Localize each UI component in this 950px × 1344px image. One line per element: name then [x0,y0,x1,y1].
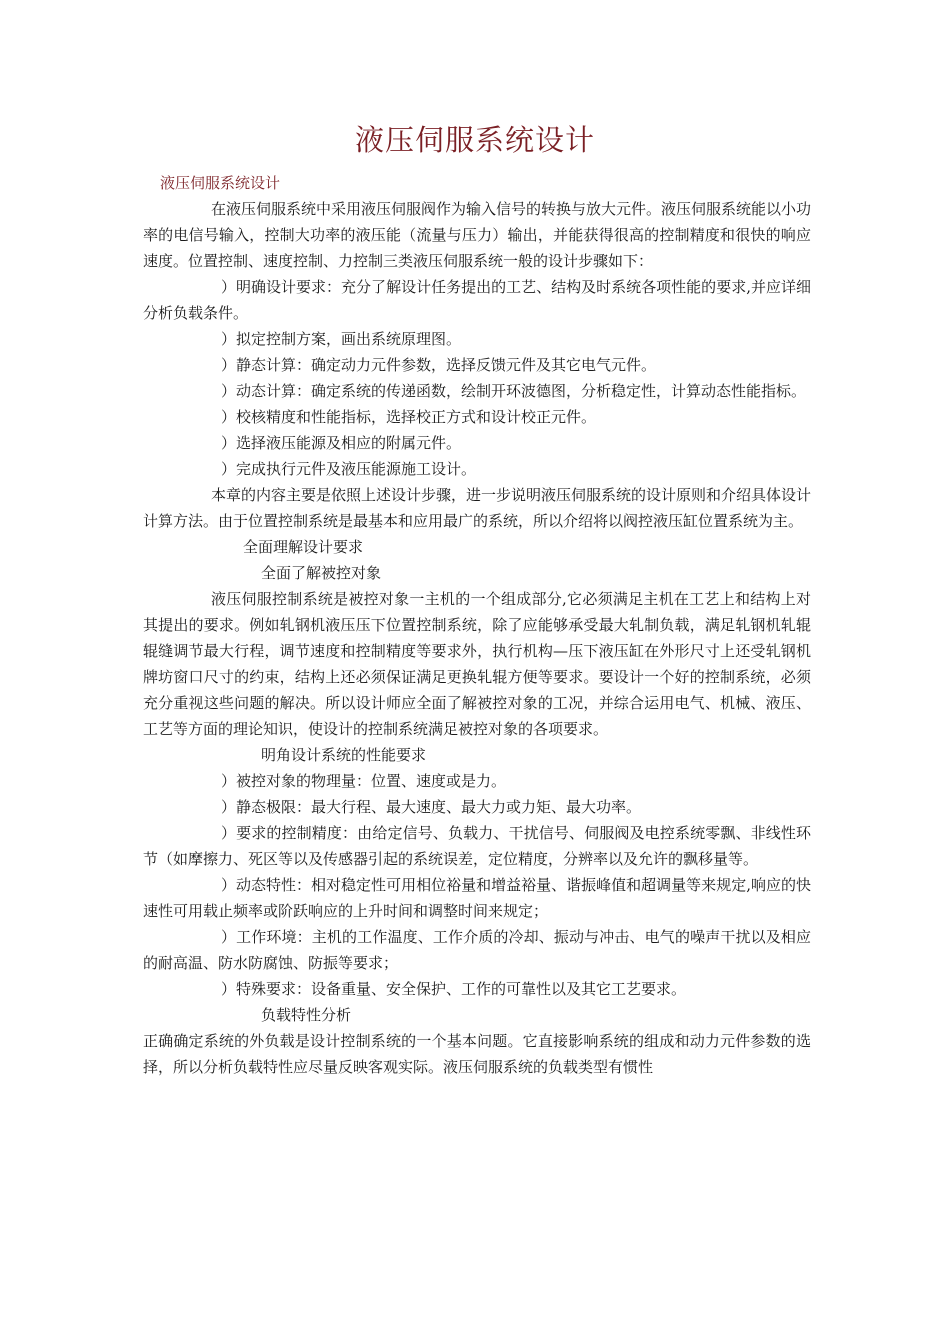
requirement-item-6: ）特殊要求：设备重量、安全保护、工作的可靠性以及其它工艺要求。 [221,980,687,998]
requirement-item-1: ）被控对象的物理量：位置、速度或是力。 [221,772,507,790]
design-step-3: ）静态计算：确定动力元件参数，选择反馈元件及其它电气元件。 [221,356,657,374]
subsection-heading: 全面了解被控对象 [261,564,382,582]
requirement-item-2: ）静态极限：最大行程、最大速度、最大力或力矩、最大功率。 [221,798,642,816]
body-paragraph: 液压伺服控制系统是被控对象一主机的一个组成部分,它必须满足主机在工艺上和结构上对其提出的要求。例如轧钢机液压压下位置控制系统，除了应能够承受最大轧制负载，满足轧钢机轧辊辊缝调节最大行程，调节速度和控制精度等要求外，执行机构—压下液压缸在外形尺寸上还受轧钢机牌坊窗口尺寸的约束，结构上还必须保证满足更换轧辊方便等要求。要设计一个好的控制系统，必须充分重视这些问题的解决。所以设计师应全面了解被控对象的工况，并综合运用电气、机械、液压、工艺等方面的理论知识，使设计的控制系统满足被控对象的各项要求。 [143,590,811,738]
body-paragraph: 正确确定系统的外负载是设计控制系统的一个基本问题。它直接影响系统的组成和动力元件参数的选择，所以分析负载特性应尽量反映客观实际。液压伺服系统的负载类型有惯性 [143,1032,811,1076]
document-body [143,196,811,1080]
requirement-item-3: ）要求的控制精度：由给定信号、负载力、干扰信号、伺服阀及电控系统零飘、非线性环节（如摩擦力、死区等以及传感器引起的系统误差，定位精度，分辨率以及允许的飘移量等。 [143,824,811,868]
design-step-2: ）拟定控制方案，画出系统原理图。 [221,330,462,348]
requirement-item-5: ）工作环境：主机的工作温度、工作介质的冷却、振动与冲击、电气的噪声干扰以及相应的耐高温、防水防腐蚀、防振等要求； [143,928,811,972]
subsection-heading: 明角设计系统的性能要求 [261,746,427,764]
chapter-summary-paragraph: 本章的内容主要是依照上述设计步骤，进一步说明液压伺服系统的设计原则和介绍具体设计计算方法。由于位置控制系统是最基本和应用最广的系统，所以介绍将以阀控液压缸位置系统为主。 [143,486,812,530]
subsection-heading: 负载特性分析 [261,1006,352,1024]
design-step-6: ）选择液压能源及相应的附属元件。 [221,434,462,452]
section-heading: 全面理解设计要求 [243,538,364,556]
design-step-4: ）动态计算：确定系统的传递函数，绘制开环波德图，分析稳定性，计算动态性能指标。 [221,382,807,400]
design-step-5: ）校核精度和性能指标，选择校正方式和设计校正元件。 [221,408,597,426]
requirement-item-4: ）动态特性：相对稳定性可用相位裕量和增益裕量、谐振峰值和超调量等来规定,响应的快速性可用载止频率或阶跃响应的上升时间和调整时间来规定； [143,876,811,920]
design-step-7: ）完成执行元件及液压能源施工设计。 [221,460,477,478]
design-step-1: ）明确设计要求：充分了解设计任务提出的工艺、结构及时系统各项性能的要求,并应详细分析负载条件。 [143,278,811,322]
document-title: 液压伺服系统设计 [354,123,595,157]
section-subtitle: 液压伺服系统设计 [160,174,281,192]
intro-paragraph: 在液压伺服系统中采用液压伺服阀作为输入信号的转换与放大元件。液压伺服系统能以小功率的电信号输入，控制大功率的液压能（流量与压力）输出，并能获得很高的控制精度和很快的响应速度。位置控制、速度控制、力控制三类液压伺服系统一般的设计步骤如下： [143,200,812,270]
